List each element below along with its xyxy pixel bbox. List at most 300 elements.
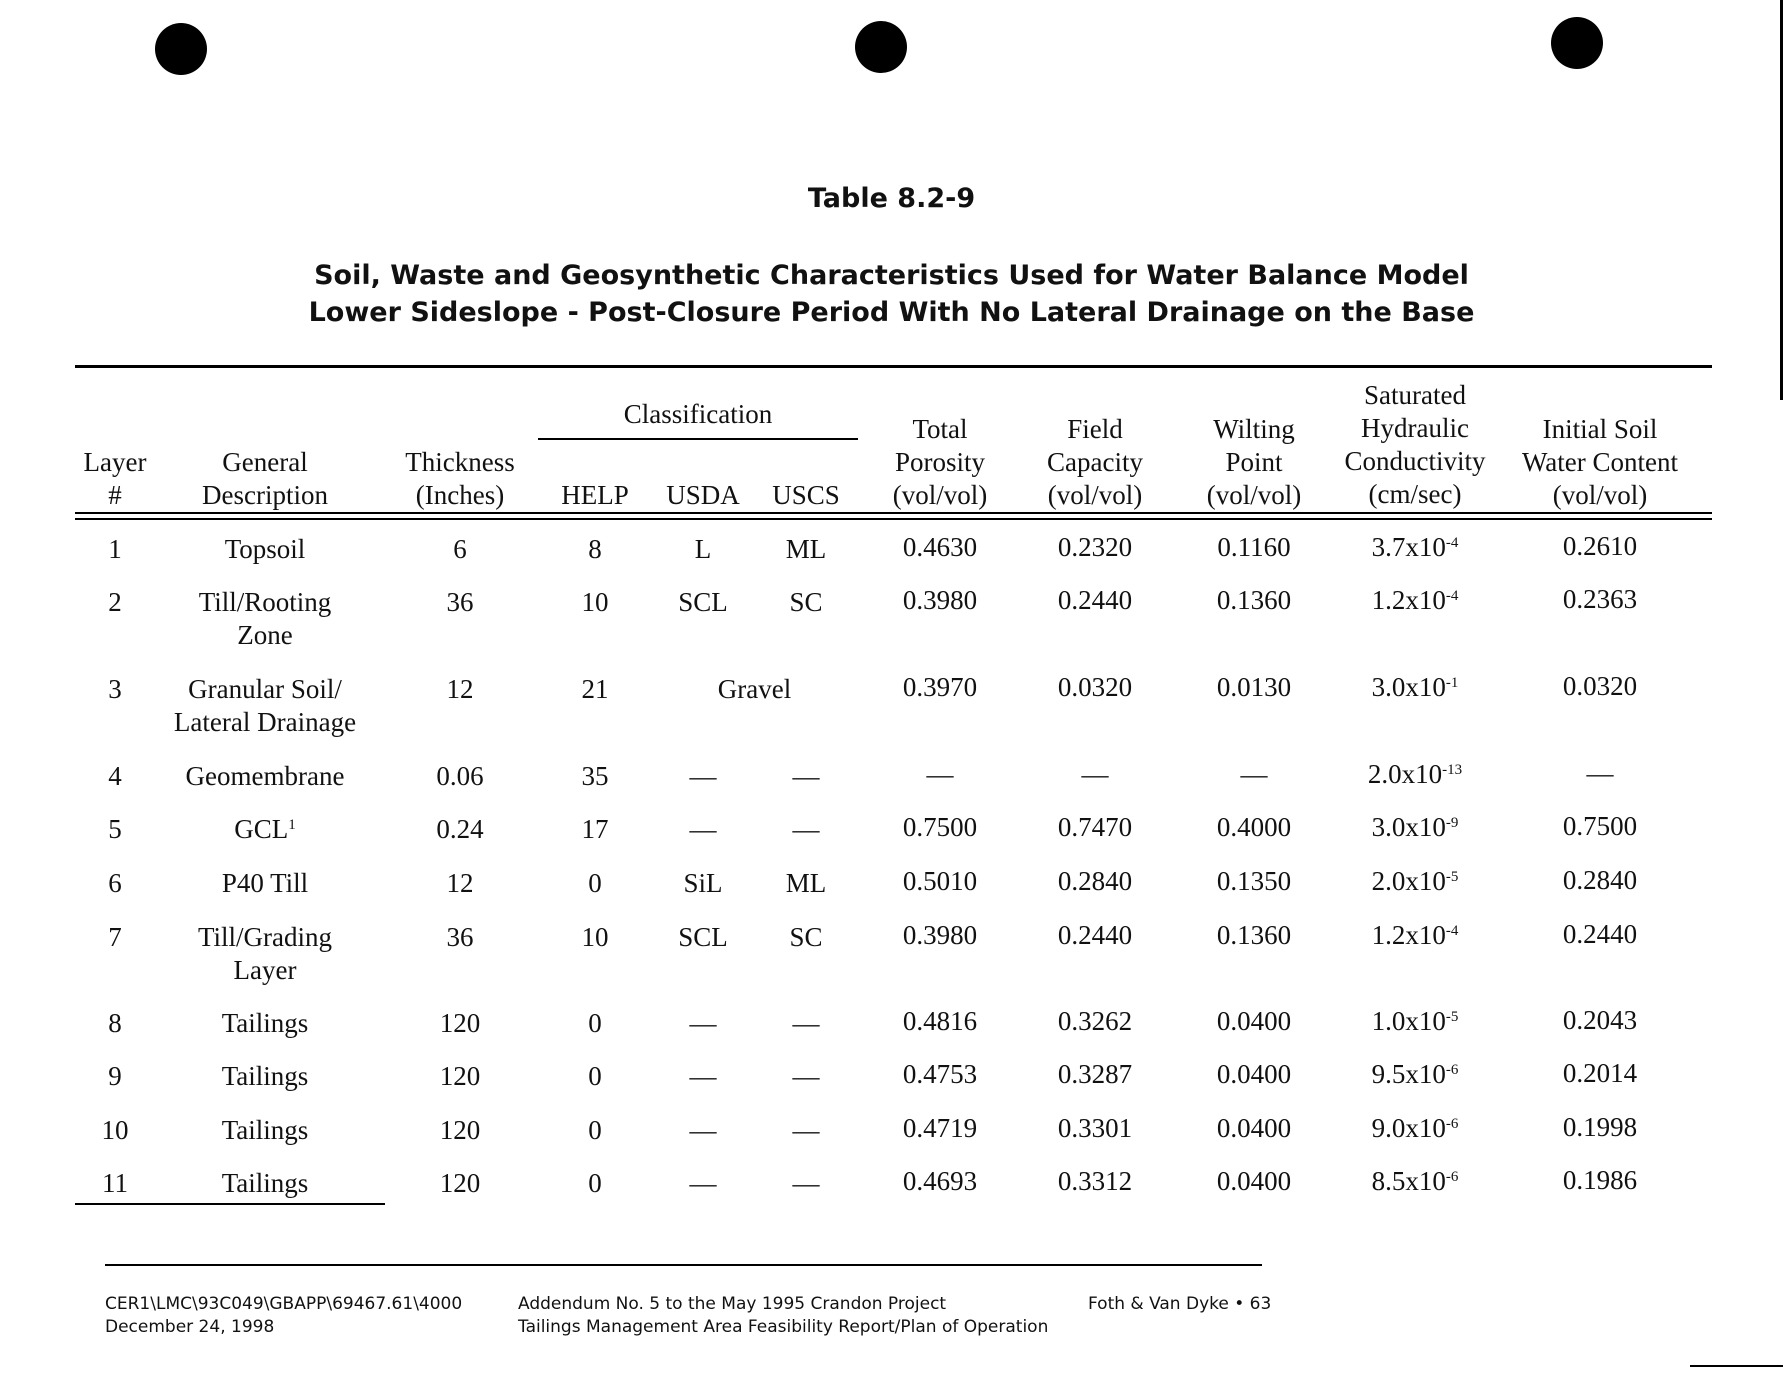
- header-layer-l1: Layer: [83, 447, 147, 477]
- cell-description: [165, 673, 365, 739]
- initial-water-value: 0.2840: [1562, 865, 1638, 895]
- cell-wilting-point: [1179, 531, 1329, 564]
- description-text: Topsoil: [224, 534, 306, 564]
- table-top-rule: [75, 365, 1712, 368]
- description-text: Till/Grading: [197, 922, 333, 952]
- conductivity-base: 3.7x10: [1371, 532, 1446, 562]
- usda-value: —: [689, 1008, 717, 1038]
- layer-number: 5: [108, 814, 122, 844]
- cell-initial-water: [1495, 583, 1705, 616]
- cell-porosity: [865, 1058, 1015, 1091]
- header-porosity: [865, 413, 1015, 512]
- cell-initial-water: [1495, 810, 1705, 843]
- cell-description: [165, 533, 365, 566]
- cell-uscs: [756, 1114, 856, 1147]
- cell-conductivity: [1325, 1058, 1505, 1091]
- uscs-value: SC: [789, 922, 823, 952]
- cell-thickness: [385, 813, 535, 846]
- description-line: [165, 1060, 365, 1093]
- help-value: 35: [581, 761, 609, 791]
- porosity-value: 0.4693: [902, 1166, 978, 1196]
- help-value: 0: [588, 1061, 602, 1091]
- initial-water-value: 0.2043: [1562, 1005, 1638, 1035]
- cell-usda: [653, 867, 753, 900]
- cell-thickness: [385, 760, 535, 793]
- conductivity-base: 9.5x10: [1371, 1059, 1446, 1089]
- cell-porosity: [865, 865, 1015, 898]
- cell-layer: [75, 867, 155, 900]
- porosity-value: 0.3980: [902, 585, 978, 615]
- header-initial-l3: (vol/vol): [1552, 480, 1648, 510]
- footer-path: CER1\LMC\93C049\GBAPP\69467.61\4000: [105, 1294, 463, 1314]
- usda-value: SCL: [678, 922, 728, 952]
- footer-page-number: Foth & Van Dyke • 63: [1088, 1294, 1272, 1314]
- uscs-value: —: [792, 1115, 820, 1145]
- wilting-point-value: 0.0400: [1216, 1166, 1292, 1196]
- header-conductivity-l1: Saturated: [1364, 380, 1466, 410]
- wilting-point-value: 0.1360: [1216, 920, 1292, 950]
- field-capacity-value: 0.2320: [1057, 532, 1133, 562]
- layer-number: 10: [101, 1115, 129, 1145]
- cell-conductivity: [1325, 1005, 1505, 1038]
- layer-number: 6: [108, 868, 122, 898]
- porosity-value: —: [926, 759, 954, 789]
- initial-water-value: —: [1586, 758, 1614, 788]
- conductivity-base: 3.0x10: [1371, 812, 1446, 842]
- header-thickness-l1: Thickness: [405, 447, 515, 477]
- cell-help: [545, 1007, 645, 1040]
- header-conductivity-l2: Hydraulic: [1361, 413, 1469, 443]
- cell-thickness: [385, 533, 535, 566]
- cell-description: [165, 1060, 365, 1093]
- header-wilting-point: [1179, 413, 1329, 512]
- cell-conductivity: [1325, 758, 1505, 791]
- header-field-capacity: [1020, 413, 1170, 512]
- cell-porosity: [865, 758, 1015, 791]
- field-capacity-value: 0.3287: [1057, 1059, 1133, 1089]
- help-value: 0: [588, 868, 602, 898]
- cell-usda: [653, 1007, 753, 1040]
- thickness-value: 6: [453, 534, 467, 564]
- description-text: Granular Soil/: [188, 674, 342, 704]
- cell-field-capacity: [1020, 531, 1170, 564]
- help-value: 21: [581, 674, 609, 704]
- header-initial-water: [1495, 413, 1705, 512]
- cell-description: [165, 921, 365, 987]
- uscs-value: —: [792, 761, 820, 791]
- scan-bottom-edge: [1690, 1365, 1783, 1367]
- initial-water-value: 0.1986: [1562, 1165, 1638, 1195]
- usda-value: —: [689, 1115, 717, 1145]
- conductivity-base: 9.0x10: [1371, 1113, 1446, 1143]
- field-capacity-value: 0.3262: [1057, 1006, 1133, 1036]
- description-line: [165, 673, 365, 706]
- header-layer: [75, 446, 155, 512]
- table-title-line2: Lower Sideslope - Post-Closure Period With No Lateral Drainage on the Base: [308, 297, 1475, 328]
- porosity-value: 0.7500: [902, 812, 978, 842]
- footer-addendum-line1: Addendum No. 5 to the May 1995 Crandon Project: [518, 1294, 947, 1314]
- cell-layer: [75, 921, 155, 954]
- cell-porosity: [865, 1165, 1015, 1198]
- cell-help: [545, 673, 645, 706]
- porosity-value: 0.4753: [902, 1059, 978, 1089]
- field-capacity-value: 0.3301: [1057, 1113, 1133, 1143]
- help-value: 10: [581, 587, 609, 617]
- header-field-l3: (vol/vol): [1047, 480, 1143, 510]
- cell-uscs: [756, 1007, 856, 1040]
- cell-help: [545, 533, 645, 566]
- cell-wilting-point: [1179, 758, 1329, 791]
- thickness-value: 0.06: [436, 761, 484, 791]
- conductivity-exponent: -9: [1445, 815, 1459, 831]
- uscs-value: —: [792, 814, 820, 844]
- cell-usda: [653, 586, 753, 619]
- description-line: [165, 1167, 365, 1200]
- cell-initial-water: [1495, 1164, 1705, 1197]
- cell-uscs: [756, 586, 856, 619]
- header-conductivity: [1325, 379, 1505, 511]
- cell-porosity: [865, 671, 1015, 704]
- thickness-value: 120: [439, 1115, 481, 1145]
- conductivity-exponent: -5: [1445, 1009, 1459, 1025]
- field-capacity-value: —: [1081, 759, 1109, 789]
- header-wilting-l2: Point: [1225, 447, 1283, 477]
- description-line: [165, 533, 365, 566]
- wilting-point-value: 0.1350: [1216, 866, 1292, 896]
- initial-water-value: 0.1998: [1562, 1112, 1638, 1142]
- layer-number: 4: [108, 761, 122, 791]
- description-line: [165, 619, 365, 652]
- footer-addendum: [518, 1293, 1048, 1339]
- cell-porosity: [865, 584, 1015, 617]
- conductivity-exponent: -1: [1445, 675, 1459, 691]
- footnote-marker: 1: [288, 817, 296, 833]
- cell-help: [545, 586, 645, 619]
- porosity-value: 0.3980: [902, 920, 978, 950]
- header-wilting-l1: Wilting: [1213, 414, 1295, 444]
- header-wilting-l3: (vol/vol): [1206, 480, 1302, 510]
- layer-number: 11: [102, 1168, 128, 1198]
- cell-wilting-point: [1179, 671, 1329, 704]
- punch-hole-left: [155, 23, 207, 75]
- thickness-value: 120: [439, 1168, 481, 1198]
- header-description-l2: Description: [202, 480, 328, 510]
- description-line: [165, 954, 365, 987]
- conductivity-exponent: -6: [1445, 1062, 1459, 1078]
- header-layer-l2: #: [108, 480, 122, 510]
- cell-thickness: [385, 673, 535, 706]
- header-thickness-l2: (Inches): [415, 480, 505, 510]
- cell-conductivity: [1325, 584, 1505, 617]
- description-line: [165, 1114, 365, 1147]
- cell-help: [545, 867, 645, 900]
- conductivity-base: 3.0x10: [1371, 672, 1446, 702]
- porosity-value: 0.4719: [902, 1113, 978, 1143]
- conductivity-exponent: -4: [1445, 588, 1459, 604]
- cell-initial-water: [1495, 1057, 1705, 1090]
- cell-help: [545, 921, 645, 954]
- cell-description: [165, 1114, 365, 1147]
- cell-conductivity: [1325, 811, 1505, 844]
- cell-thickness: [385, 867, 535, 900]
- wilting-point-value: 0.0400: [1216, 1059, 1292, 1089]
- thickness-value: 0.24: [436, 814, 484, 844]
- wilting-point-value: 0.1360: [1216, 585, 1292, 615]
- cell-uscs: [756, 1167, 856, 1200]
- cell-uscs: [756, 533, 856, 566]
- description-text: Tailings: [221, 1008, 309, 1038]
- conductivity-base: 1.2x10: [1371, 920, 1446, 950]
- cell-conductivity: [1325, 671, 1505, 704]
- header-initial-l1: Initial Soil: [1542, 414, 1658, 444]
- initial-water-value: 0.0320: [1562, 671, 1638, 701]
- cell-layer: [75, 673, 155, 706]
- cell-conductivity: [1325, 865, 1505, 898]
- wilting-point-value: 0.4000: [1216, 812, 1292, 842]
- help-value: 0: [588, 1115, 602, 1145]
- conductivity-exponent: -13: [1442, 762, 1463, 778]
- cell-description: [165, 586, 365, 652]
- wilting-point-value: 0.0130: [1216, 672, 1292, 702]
- cell-wilting-point: [1179, 919, 1329, 952]
- conductivity-exponent: -4: [1445, 535, 1459, 551]
- header-conductivity-l3: Conductivity: [1344, 446, 1486, 476]
- punch-hole-center: [855, 21, 907, 73]
- cell-usda: [653, 921, 753, 954]
- wilting-point-value: —: [1240, 759, 1268, 789]
- header-uscs: USCS: [772, 480, 840, 510]
- wilting-point-value: 0.0400: [1216, 1113, 1292, 1143]
- cell-uscs: [756, 867, 856, 900]
- header-usda: USDA: [666, 480, 740, 510]
- header-conductivity-l4: (cm/sec): [1368, 479, 1462, 509]
- header-help: HELP: [561, 480, 629, 510]
- cell-field-capacity: [1020, 758, 1170, 791]
- description-text: GCL: [234, 814, 289, 844]
- help-value: 8: [588, 534, 602, 564]
- thickness-value: 36: [446, 587, 474, 617]
- usda-value: —: [689, 1061, 717, 1091]
- cell-usda: [653, 1060, 753, 1093]
- field-capacity-value: 0.2440: [1057, 920, 1133, 950]
- cell-conductivity: [1325, 1165, 1505, 1198]
- cell-help: [545, 1167, 645, 1200]
- cell-thickness: [385, 586, 535, 619]
- footer-rule: [105, 1264, 1262, 1266]
- usda-value: —: [689, 1168, 717, 1198]
- cell-usda: [653, 533, 753, 566]
- cell-usda-uscs: [653, 673, 856, 706]
- thickness-value: 120: [439, 1008, 481, 1038]
- description-line: [165, 586, 365, 619]
- initial-water-value: 0.7500: [1562, 811, 1638, 841]
- cell-uscs: [756, 760, 856, 793]
- description-text: Tailings: [221, 1061, 309, 1091]
- cell-description: [165, 867, 365, 900]
- header-description: [165, 446, 365, 512]
- layer-number: 7: [108, 922, 122, 952]
- initial-water-value: 0.2610: [1562, 531, 1638, 561]
- footer-addendum-line2: Tailings Management Area Feasibility Report/Plan of Operation: [518, 1317, 1049, 1337]
- thickness-value: 12: [446, 868, 474, 898]
- cell-porosity: [865, 1112, 1015, 1145]
- cell-wilting-point: [1179, 1005, 1329, 1038]
- uscs-value: SC: [789, 587, 823, 617]
- cell-wilting-point: [1179, 811, 1329, 844]
- cell-help: [545, 1060, 645, 1093]
- cell-wilting-point: [1179, 584, 1329, 617]
- header-thickness: [385, 446, 535, 512]
- thickness-value: 36: [446, 922, 474, 952]
- cell-uscs: [756, 813, 856, 846]
- characteristics-table: [75, 372, 1712, 1212]
- header-porosity-l3: (vol/vol): [892, 480, 988, 510]
- cell-initial-water: [1495, 670, 1705, 703]
- porosity-value: 0.3970: [902, 672, 978, 702]
- cell-usda: [653, 813, 753, 846]
- cell-field-capacity: [1020, 1112, 1170, 1145]
- porosity-value: 0.5010: [902, 866, 978, 896]
- cell-usda: [653, 760, 753, 793]
- thickness-value: 120: [439, 1061, 481, 1091]
- help-value: 0: [588, 1168, 602, 1198]
- description-line: [165, 867, 365, 900]
- uscs-value: —: [792, 1008, 820, 1038]
- cell-layer: [75, 1114, 155, 1147]
- punch-hole-right: [1551, 17, 1603, 69]
- cell-description: [165, 760, 365, 793]
- header-initial-l2: Water Content: [1521, 447, 1679, 477]
- wilting-point-value: 0.1160: [1217, 532, 1291, 562]
- usda-value: L: [694, 534, 712, 564]
- initial-water-value: 0.2440: [1562, 919, 1638, 949]
- cell-layer: [75, 586, 155, 619]
- footer-date: December 24, 1998: [105, 1317, 275, 1337]
- cell-field-capacity: [1020, 1058, 1170, 1091]
- cell-field-capacity: [1020, 865, 1170, 898]
- initial-water-value: 0.2014: [1562, 1058, 1638, 1088]
- thickness-value: 12: [446, 674, 474, 704]
- header-description-l1: General: [222, 447, 308, 477]
- description-text: Geomembrane: [185, 761, 345, 791]
- cell-initial-water: [1495, 864, 1705, 897]
- header-field-l1: Field: [1067, 414, 1123, 444]
- footer-document-id: [105, 1293, 462, 1339]
- description-text: Layer: [233, 955, 297, 985]
- description-line: [165, 760, 365, 793]
- cell-description: [165, 1167, 365, 1200]
- cell-description: [165, 813, 365, 846]
- conductivity-exponent: -4: [1445, 923, 1459, 939]
- description-text: Tailings: [221, 1115, 309, 1145]
- cell-porosity: [865, 1005, 1015, 1038]
- header-field-l2: Capacity: [1047, 447, 1143, 477]
- cell-field-capacity: [1020, 919, 1170, 952]
- field-capacity-value: 0.0320: [1057, 672, 1133, 702]
- layer-number: 8: [108, 1008, 122, 1038]
- cell-help: [545, 1114, 645, 1147]
- layer-number: 2: [108, 587, 122, 617]
- conductivity-exponent: -6: [1445, 1116, 1459, 1132]
- table-number: Table 8.2-9: [807, 183, 976, 214]
- cell-usda: [653, 1114, 753, 1147]
- description-text: Zone: [237, 620, 293, 650]
- conductivity-exponent: -5: [1445, 869, 1459, 885]
- cell-initial-water: [1495, 1004, 1705, 1037]
- cell-uscs: [756, 1060, 856, 1093]
- cell-wilting-point: [1179, 1165, 1329, 1198]
- cell-porosity: [865, 811, 1015, 844]
- uscs-value: ML: [785, 868, 827, 898]
- cell-initial-water: [1495, 530, 1705, 563]
- conductivity-base: 1.0x10: [1371, 1006, 1446, 1036]
- cell-field-capacity: [1020, 1005, 1170, 1038]
- cell-layer: [75, 813, 155, 846]
- field-capacity-value: 0.7470: [1057, 812, 1133, 842]
- description-line: [165, 921, 365, 954]
- initial-water-value: 0.2363: [1562, 584, 1638, 614]
- conductivity-base: 1.2x10: [1371, 585, 1446, 615]
- conductivity-exponent: -6: [1445, 1169, 1459, 1185]
- uscs-value: —: [792, 1168, 820, 1198]
- usda-value: —: [689, 814, 717, 844]
- field-capacity-value: 0.2840: [1057, 866, 1133, 896]
- wilting-point-value: 0.0400: [1216, 1006, 1292, 1036]
- description-line: [165, 1007, 365, 1040]
- help-value: 10: [581, 922, 609, 952]
- cell-initial-water: [1495, 918, 1705, 951]
- description-line: [165, 813, 365, 846]
- cell-initial-water: [1495, 757, 1705, 790]
- cell-thickness: [385, 1007, 535, 1040]
- cell-porosity: [865, 919, 1015, 952]
- cell-thickness: [385, 921, 535, 954]
- usda-value: SiL: [683, 868, 723, 898]
- cell-help: [545, 760, 645, 793]
- usda-value: —: [689, 761, 717, 791]
- cell-initial-water: [1495, 1111, 1705, 1144]
- cell-layer: [75, 1007, 155, 1040]
- layer-number: 9: [108, 1061, 122, 1091]
- cell-layer: [75, 1167, 155, 1200]
- description-text: Lateral Drainage: [173, 707, 357, 737]
- help-value: 0: [588, 1008, 602, 1038]
- description-line: [165, 706, 365, 739]
- cell-conductivity: [1325, 1112, 1505, 1145]
- field-capacity-value: 0.3312: [1057, 1166, 1133, 1196]
- cell-thickness: [385, 1114, 535, 1147]
- porosity-value: 0.4630: [902, 532, 978, 562]
- cell-field-capacity: [1020, 584, 1170, 617]
- description-text: P40 Till: [221, 868, 309, 898]
- help-value: 17: [581, 814, 609, 844]
- cell-wilting-point: [1179, 1058, 1329, 1091]
- header-classification: Classification: [623, 399, 773, 429]
- porosity-value: 0.4816: [902, 1006, 978, 1036]
- description-text: Tailings: [221, 1168, 309, 1198]
- header-porosity-l1: Total: [912, 414, 968, 444]
- header-porosity-l2: Porosity: [894, 447, 986, 477]
- usda-uscs-value: Gravel: [717, 674, 792, 704]
- usda-value: SCL: [678, 587, 728, 617]
- cell-description: [165, 1007, 365, 1040]
- conductivity-base: 8.5x10: [1371, 1166, 1446, 1196]
- cell-conductivity: [1325, 919, 1505, 952]
- cell-porosity: [865, 531, 1015, 564]
- cell-conductivity: [1325, 531, 1505, 564]
- uscs-value: ML: [785, 534, 827, 564]
- cell-help: [545, 813, 645, 846]
